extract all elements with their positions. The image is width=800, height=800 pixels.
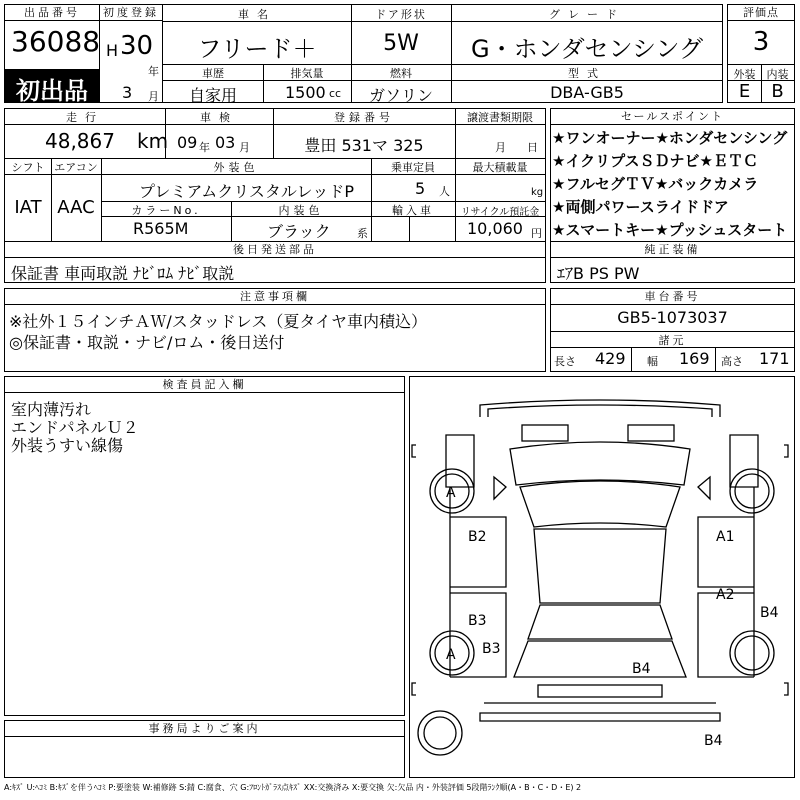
registration-number: 豊田 531マ 325 <box>304 136 424 155</box>
later-parts-label: 後日発送部品 <box>5 242 545 258</box>
sales-point-line: ★両側パワースライドドア <box>552 198 729 216</box>
equipment-label: 純正装備 <box>551 242 794 258</box>
color-label: 外装色 <box>213 161 259 174</box>
mileage-unit: km <box>137 129 169 153</box>
sales-point-line: ★フルセグＴＶ★バックカメラ <box>552 175 759 193</box>
length: 429 <box>595 349 626 368</box>
interior-label: 内装 <box>766 68 789 81</box>
fuel: ガソリン <box>368 86 433 105</box>
history-label: 車歴 <box>202 67 224 80</box>
ac-label: エアコン <box>54 161 98 174</box>
registration-month: 3 <box>122 83 133 102</box>
equipment: ｴｱB PS PW <box>557 264 640 283</box>
month-unit: 月 <box>148 90 159 103</box>
sales-point-line: ★ワンオーナー★ホンダセンシング <box>552 129 788 147</box>
office-label: 事務局よりご案内 <box>5 721 404 737</box>
damage-mark: A <box>446 485 456 501</box>
model-code: DBA-GB5 <box>550 83 624 102</box>
interior-color-unit: 系 <box>357 227 368 240</box>
office-box <box>4 720 405 778</box>
chassis-label: 車台番号 <box>551 289 794 305</box>
inspection-year-unit: 年 <box>199 141 210 154</box>
transfer-month: 月 <box>495 141 506 154</box>
damage-mark: B3 <box>468 613 487 629</box>
damage-mark: B3 <box>482 641 501 657</box>
score: 3 <box>752 27 770 57</box>
interior-color: ブラック <box>267 222 331 241</box>
door-label: ドア形状 <box>375 8 427 21</box>
car-diagram-box <box>409 376 795 778</box>
car-diagram <box>410 377 794 777</box>
sales-point-line: ★スマートキー★プッシュスタート <box>552 221 788 239</box>
damage-mark: A1 <box>716 529 735 545</box>
color-number: R565M <box>133 219 189 238</box>
first-listing-badge <box>4 69 100 103</box>
capacity: 5 <box>415 179 426 198</box>
chassis-number: GB5-1073037 <box>617 308 728 327</box>
width-label: 幅 <box>647 355 658 368</box>
interior-score: B <box>771 81 784 102</box>
inspector-line: 室内薄汚れ <box>11 400 92 419</box>
recycle-deposit: 10,060 <box>467 219 523 238</box>
height-label: 高さ <box>721 355 743 368</box>
inspection-label: 車検 <box>200 111 238 124</box>
damage-mark: B2 <box>468 529 487 545</box>
lot-number-box <box>4 4 100 70</box>
car-info-box <box>162 4 723 103</box>
import-label: 輸入車 <box>392 204 434 217</box>
note-line: ◎保証書・取説・ナビ/ロム・後日送付 <box>9 333 285 352</box>
inspector-line: エンドパネルＵ２ <box>11 418 139 437</box>
info-row-2 <box>4 108 546 159</box>
shift-label: シフト <box>11 161 45 174</box>
registration-number-label: 登録番号 <box>334 111 394 124</box>
registration-year: 30 <box>120 31 154 61</box>
fuel-label: 燃料 <box>390 67 412 80</box>
equipment-box <box>550 241 795 283</box>
interior-color-label: 内装色 <box>278 204 324 217</box>
model-label: 型式 <box>568 67 606 80</box>
damage-mark: A2 <box>716 587 735 603</box>
inspector-box <box>4 376 405 716</box>
inspector-line: 外装うすい線傷 <box>11 436 124 455</box>
sales-point-line: ★イクリプスＳＤナビ★ＥＴＣ <box>552 152 758 170</box>
notes-box <box>4 288 546 372</box>
first-registration-label: 初度登録 <box>100 5 162 21</box>
width: 169 <box>679 349 710 368</box>
chassis-box <box>550 288 795 372</box>
grade-label: グレード <box>549 8 625 21</box>
displacement-unit: cc <box>329 87 342 100</box>
shift: IAT <box>14 197 42 218</box>
inspection-month-unit: 月 <box>239 141 250 154</box>
load-unit: kg <box>531 187 544 198</box>
exterior-score: E <box>738 81 751 102</box>
grade: G・ホンダセンシング <box>471 35 703 63</box>
sales-points-box <box>550 108 795 242</box>
lot-number-label: 出品番号 <box>5 5 99 21</box>
car-name: フリード＋ <box>197 35 317 63</box>
displacement: 1500 <box>285 83 326 102</box>
damage-mark: B4 <box>760 605 779 621</box>
inspection-year: 09 <box>177 133 198 152</box>
lot-number: 36088 <box>11 25 101 58</box>
color-number-label: カラーNo. <box>131 204 201 217</box>
exterior-label: 外装 <box>733 68 756 81</box>
first-listing-text: 初出品 <box>16 77 88 105</box>
era: H <box>106 41 119 60</box>
specs-label: 諸元 <box>658 334 687 347</box>
capacity-label: 乗車定員 <box>391 161 435 174</box>
inspection-month: 03 <box>215 133 236 152</box>
recycle-label: リサイクル預託金 <box>460 207 540 218</box>
later-parts-box <box>4 241 546 283</box>
score-box <box>727 4 795 103</box>
transfer-day: 日 <box>527 141 538 154</box>
legend: A:ｷｽﾞ U:ﾍｺﾐ B:ｷｽﾞを伴うﾍｺﾐ P:要塗装 W:補修跡 S:錆 C:腐食、穴 G:ﾌﾛﾝﾄｶﾞﾗｽ点ｷｽﾞ XX:交換済み X:要交換 欠:欠品 内・外装評価 5段階ﾗﾝｸ順(A・B・C・D・E) 2 <box>4 783 582 792</box>
notes-label: 注意事項欄 <box>5 289 545 305</box>
note-line: ※社外１５インチＡＷ/スタッドレス（夏タイヤ車内積込） <box>9 312 427 331</box>
year-unit: 年 <box>148 65 159 78</box>
info-row-3 <box>4 158 546 242</box>
car-history: 自家用 <box>188 86 237 105</box>
car-name-label: 車名 <box>238 8 276 21</box>
mileage: 48,867 <box>45 129 115 153</box>
length-label: 長さ <box>554 355 576 368</box>
transfer-deadline-label: 譲渡書類期限 <box>467 111 533 124</box>
load-label: 最大積載量 <box>472 161 528 174</box>
air-conditioner: AAC <box>57 197 95 218</box>
height: 171 <box>759 349 790 368</box>
exterior-color: プレミアムクリスタルレッドP <box>139 182 355 201</box>
sales-points-label: セールスポイント <box>551 109 794 125</box>
inspector-label: 検査員記入欄 <box>5 377 404 393</box>
damage-mark: B4 <box>632 661 651 677</box>
recycle-unit: 円 <box>531 227 542 240</box>
displacement-label: 排気量 <box>290 67 324 80</box>
first-registration-box <box>99 4 163 103</box>
capacity-unit: 人 <box>439 185 450 198</box>
damage-mark: B4 <box>704 733 723 749</box>
damage-mark: A <box>446 647 456 663</box>
mileage-label: 走行 <box>66 111 104 124</box>
score-label: 評価点 <box>728 5 794 21</box>
door-type: 5W <box>383 31 419 56</box>
later-parts: 保証書 車両取説 ﾅﾋﾞﾛﾑ ﾅﾋﾞ取説 <box>11 264 235 283</box>
